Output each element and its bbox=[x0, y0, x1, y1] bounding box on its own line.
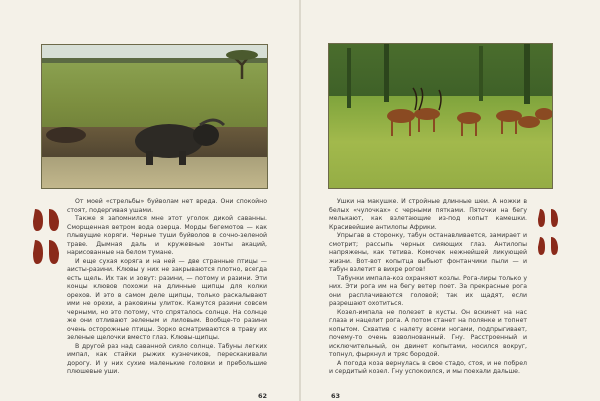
paragraph: Ушки на макушке. И стройные длинные шеи. А ножки в белых «чулочках» с черными пятками. Пяточки на бегу мелькают, как взлетающие из-под копыт камешки. Красивейшие антилопы Африки. bbox=[329, 198, 527, 231]
buffalo-photo bbox=[41, 44, 268, 189]
impala-photo bbox=[328, 43, 553, 189]
paragraph: В другой раз над саванной сияло солнце. Табуны легких импал, как стайки рыжих кузнечиков, перескакивали дорогу. И у них сухие маленькие головки и пребольшие плюшевые уши. bbox=[67, 342, 267, 375]
left-page-text bbox=[67, 198, 267, 377]
paragraph: Козел-импала не полезет в кусты. Он вскинет на нас глаза и нацелит рога. А потом станет на полянке и топнет копытом. Схватив с налету всеми ногами, подпрыгивает, почему-то очень взволнованный. Гну. Расстроенный и исключительный, он двинет копытами, носился вокруг, топнул, фыркнул и тряс бородой. bbox=[329, 308, 527, 358]
hoof-track-icon bbox=[537, 235, 559, 257]
paragraph: Табунки импала-коз охраняют козлы. Рога-лиры только у них. Эти рога им на бегу ветер поет. За прекрасные рога они расплачиваются головой; так их щадят, если разрешают охотиться. bbox=[329, 274, 527, 307]
buffalo-icon bbox=[124, 111, 234, 167]
paragraph: И еще сухая коряга и на ней — две странные птицы — аисты-разини. Клювы у них не закрываются плотно, всегда есть щель. Их так и зовут: разини, — потому и разини. Эти концы клювов похожи на длинные щипцы для колки орехов. И это в самом деле щипцы, только раскалывают ими не орехи, а раковины улиток. Кажутся разини совсем черными, но это потому, что спряталось солнце. На солнце же они отливают зеленым и лиловым. Вообще-то разини очень осторожные птицы. Зорко всматриваются в траву их зеленые щелочки вместо глаз. Клювы-щипцы. bbox=[67, 257, 267, 341]
acacia-tree-icon bbox=[222, 49, 262, 79]
page-number-right: 63 bbox=[331, 392, 341, 400]
paragraph: Также я запомнился мне этот уголок дикой саванны. Сморщенная ветром вода озерца. Морды бегемотов — как плывущие коряги. Черные туши буйволов в сочно-зеленой траве. Дымная даль и кружевные зонты акаций, нарисованные на белом тумане. bbox=[67, 215, 267, 256]
gutter bbox=[299, 0, 301, 401]
page-number-left: 62 bbox=[258, 392, 268, 400]
resting-buffalo-icon bbox=[44, 123, 89, 143]
paragraph: Упрыгав в сторонку, табун останавливается, замирает и смотрит; рассыпь черных сияющих глаз. Антилопы напряжены, как тетива. Комочек нежнейшей ликующей жизни. Вот-вот копытца выбьют фонтанчики пыли — и табун взлетит в вихре рогов! bbox=[329, 232, 527, 273]
impala-herd-icon bbox=[329, 44, 552, 188]
hoof-track-icon bbox=[537, 207, 559, 229]
paragraph: А погода коза вернулась в свое стадо, стоя, и не побрел и сердитый козел. Гну успокоился, и мы поехали дальше. bbox=[329, 359, 527, 375]
hoof-track-icon bbox=[31, 238, 61, 266]
right-page-text bbox=[329, 198, 527, 377]
paragraph: От моей «стрельбы» буйволам нет вреда. Они спокойно стоят, подергивая ушами. bbox=[67, 198, 267, 214]
hoof-track-icon bbox=[31, 207, 61, 233]
